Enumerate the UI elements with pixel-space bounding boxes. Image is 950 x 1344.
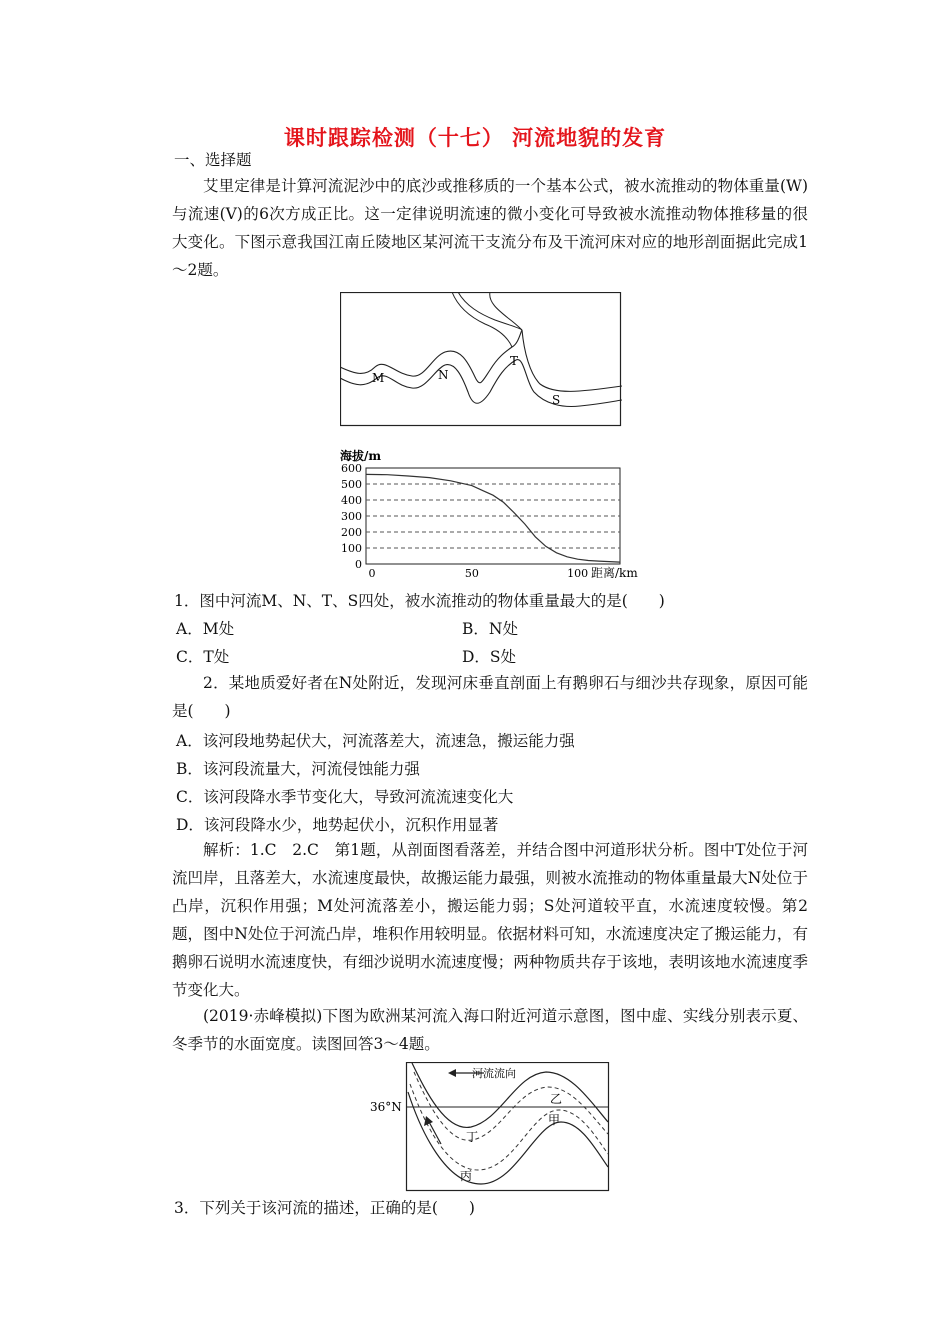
x-tick-label: 50 <box>464 567 479 580</box>
section-heading: 一、选择题 <box>174 151 252 169</box>
intro-paragraph-2: (2019·赤峰模拟)下图为欧洲某河流入海口附近河道示意图，图中虚、实线分别表示夏、冬季节的水面宽度。读图回答3～4题。 <box>172 1007 808 1053</box>
profile-line <box>366 474 620 562</box>
label-N: N <box>438 368 449 382</box>
y-tick-label: 200 <box>341 526 362 539</box>
label-bing: 丙 <box>460 1169 473 1183</box>
analysis-paragraph: 解析：1.C 2.C 第1题，从剖面图看落差，并结合图中河道形状分析。图中T处位于河流凹岸，且落差大，水流速度最快，故搬运能力最强，则被水流推动的物体重量最大N处位于凸岸，沉积作用强；M处河流落差小，搬运能力弱；S处河道较平直，水流速度较慢。第2题，图中N处位于河流凸岸，堆积作用较明显。依据材料可知，水流速度决定了搬运能力，有鹅卵石说明水流速度快，有细沙说明水流速度慢；两种物质共存于该地，表明该地水流速度季节变化大。 <box>172 841 808 999</box>
label-M: M <box>372 371 385 385</box>
x-tick-label: 0 <box>368 567 376 580</box>
q2-option-a: A．该河段地势起伏大，河流落差大，流速急，搬运能力强 <box>176 732 575 750</box>
latitude-label: 36°N <box>370 1100 402 1114</box>
y-tick-label: 300 <box>341 510 362 523</box>
q1-option-c: C．T处 <box>176 648 230 666</box>
q1-stem: 1．图中河流M、N、T、S四处，被水流推动的物体重量最大的是( ) <box>174 592 665 610</box>
x-tick-label: 100 <box>567 567 589 580</box>
y-axis-label: 海拔/m <box>340 449 382 463</box>
intro-paragraph-1: 艾里定律是计算河流泥沙中的底沙或推移质的一个基本公式，被水流推动的物体重量(W)与流速(V)的6次方成正比。这一定律说明流速的微小变化可导致被水流推动物体推移量的很大变化。下图示意我国江南丘陵地区某河流干支流分布及干流河床对应的地形剖面据此完成1～2题。 <box>172 177 808 279</box>
q1-option-b: B．N处 <box>462 620 518 638</box>
y-tick-label: 600 <box>341 462 362 475</box>
y-tick-label: 100 <box>341 542 362 555</box>
q2-option-d: D．该河段降水少，地势起伏小，沉积作用显著 <box>176 816 499 834</box>
page-title: 课时跟踪检测（十七） 河流地貌的发育 <box>283 126 667 150</box>
label-ding: 丁 <box>466 1130 479 1144</box>
flow-direction-label: 河流流向 <box>472 1067 516 1080</box>
q2-option-b: B．该河段流量大，河流侵蚀能力强 <box>176 760 420 778</box>
elevation-profile-chart <box>336 446 656 582</box>
q3-stem: 3．下列关于该河流的描述，正确的是( ) <box>174 1199 475 1217</box>
y-tick-label: 0 <box>355 558 362 571</box>
label-S: S <box>552 393 561 407</box>
river-map-1 <box>340 292 622 427</box>
label-T: T <box>510 354 519 368</box>
q2-stem: 2．某地质爱好者在N处附近，发现河床垂直剖面上有鹅卵石与细沙共存现象，原因可能是( ) <box>172 674 808 720</box>
q2-option-c: C．该河段降水季节变化大，导致河流流速变化大 <box>176 788 514 806</box>
label-jia: 甲 <box>548 1113 561 1127</box>
river-map-2 <box>366 1062 610 1192</box>
y-tick-label: 500 <box>341 478 362 491</box>
label-yi: 乙 <box>550 1092 563 1106</box>
q1-option-a: A．M处 <box>176 620 235 638</box>
q1-option-d: D．S处 <box>462 648 517 666</box>
y-tick-label: 400 <box>341 494 362 507</box>
x-axis-label: 距离/km <box>591 566 638 580</box>
